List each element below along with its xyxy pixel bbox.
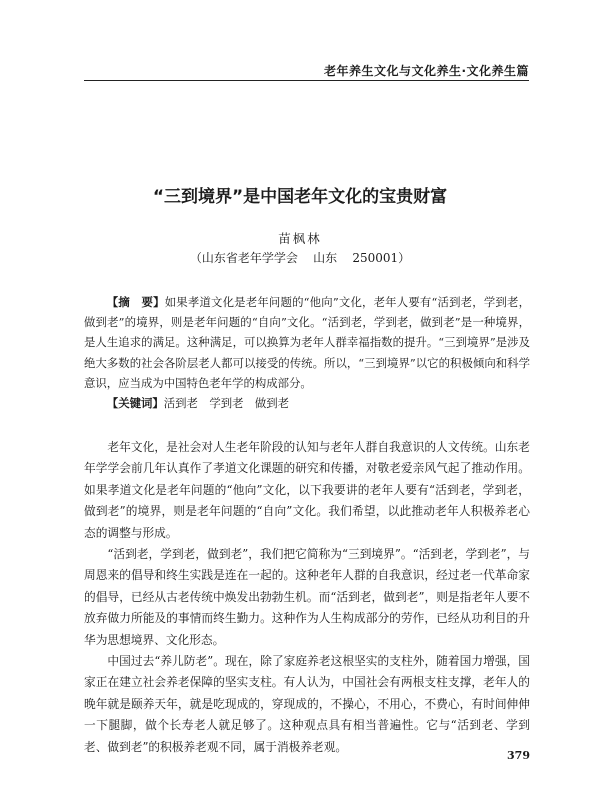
page-number: 379 <box>507 749 530 762</box>
author-affiliation: （山东省老年学学会 山东 250001） <box>189 251 411 265</box>
header-rule <box>84 80 529 81</box>
body-text <box>84 437 530 758</box>
running-header: 老年养生文化与文化养生·文化养生篇 <box>323 64 529 78</box>
keywords-label: 【关键词】 <box>106 396 164 411</box>
abstract-paragraph <box>84 292 530 393</box>
abstract-block <box>84 292 530 413</box>
body-paragraph-2: “活到老，学到老，做到老”，我们把它简称为“三到境界”。“活到老，学到老”，与周恩来的倡导和终生实践是连在一起的。这种老年人群的自我意识，经过老一代革命家的倡导，已经从古老传统中焕发出勃勃生机。而“活到老，做到老”，则是指老年人要不放弃做力所能及的事情而终生勤力。这种作为人生构成部分的劳作，已经从功利目的升华为思想境界、文化形态。 <box>84 547 530 647</box>
article-title: “三到境界”是中国老年文化的宝贵财富 <box>152 187 448 207</box>
abstract-label: 【摘 要】 <box>106 295 165 309</box>
body-paragraph-1: 老年文化，是社会对人生老年阶段的认知与老年人群自我意识的人文传统。山东老年学学会前几年认真作了孝道文化课题的研究和传播，对敬老爱亲风气起了推动作用。如果孝道文化是老年问题的“他向”文化，以下我要讲的老年人要有“活到老，学到老，做到老”的境界，则是老年问题的“自向”文化。我们希望，以此推动老年人积极养老心态的调整与形成。 <box>84 440 530 540</box>
abstract-text: 如果孝道文化是老年问题的“他向”文化，老年人要有“活到老，学到老，做到老”的境界，则是老年问题的“自向”文化。“活到老，学到老，做到老”是一种境界，是人生追求的满足。这种满足，可以换算为老年人群幸福指数的提升。“三到境界”是涉及绝大多数的社会各阶层老人都可以接受的传统。所以，“三到境界”以它的积极倾向和科学意识，应当成为中国特色老年学的构成部分。 <box>84 295 530 390</box>
keywords-paragraph <box>84 393 530 413</box>
author-name: 苗枫林 <box>278 231 322 246</box>
body-paragraph-3: 中国过去“养儿防老”。现在，除了家庭养老这根坚实的支柱外，随着国力增强，国家正在建立社会养老保障的坚实支柱。有人认为，中国社会有两根支柱支撑，老年人的晚年就是颐养天年，就是吃现成的，穿现成的，不操心，不用心，不费心，有时间伸伸一下腿脚，做个长寿老人就足够了。这种观点具有相当普遍性。它与“活到老、学到老、做到老”的积极养老观不同，属于消极养老观。 <box>84 654 530 754</box>
keywords-text: 活到老 学到老 做到老 <box>163 396 290 411</box>
